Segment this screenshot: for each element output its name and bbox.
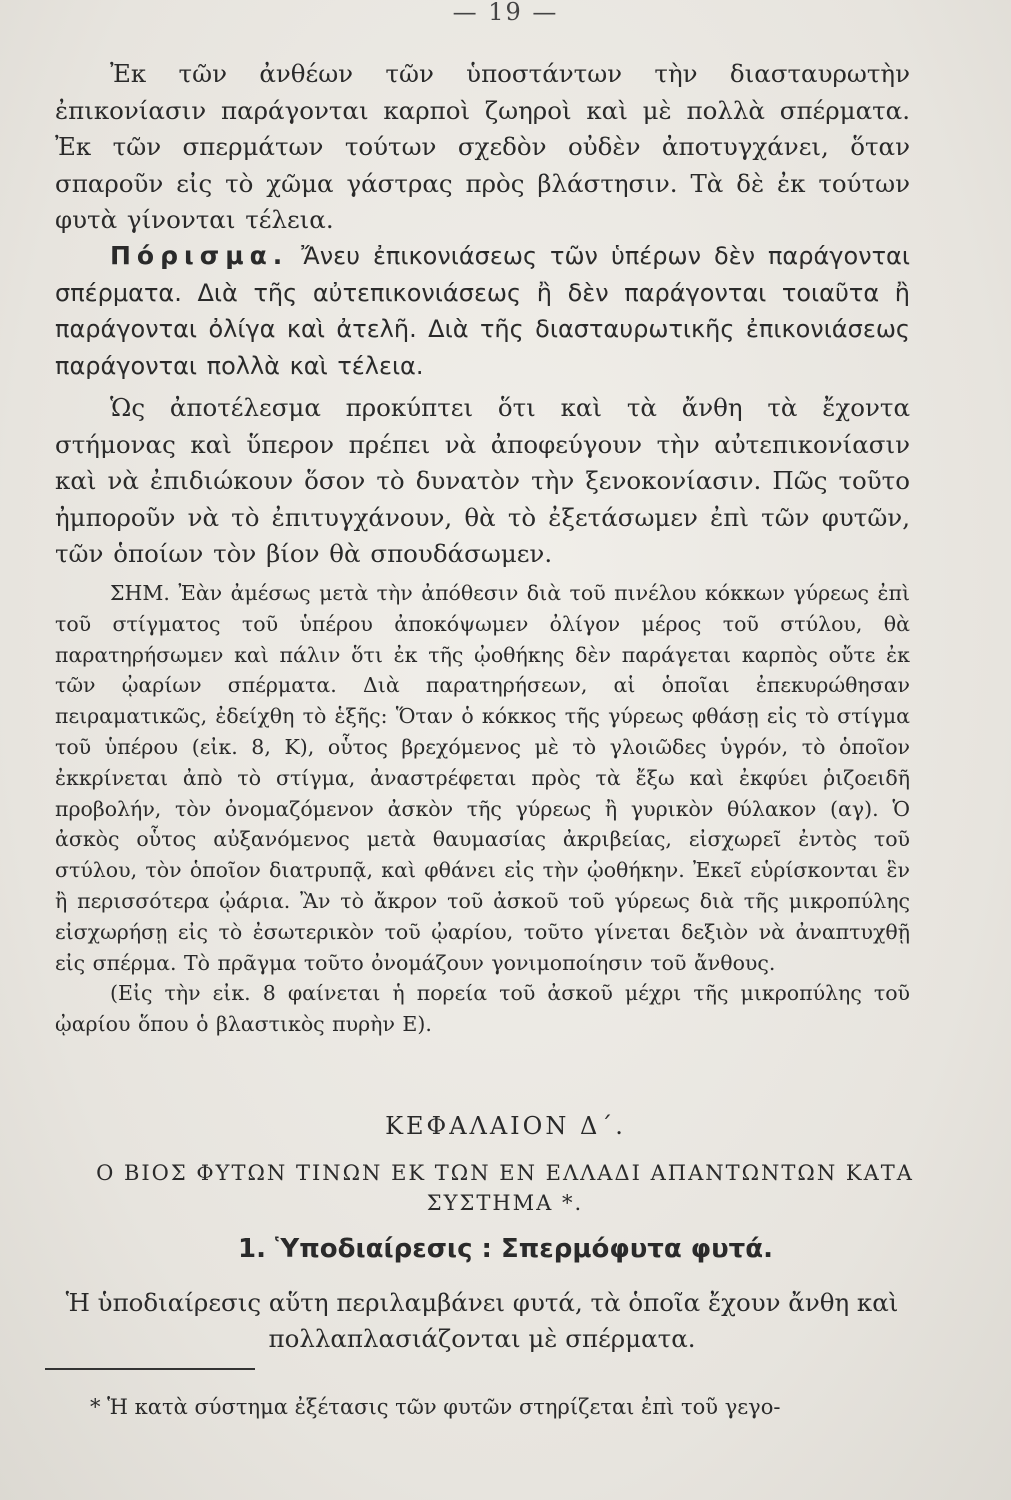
porisma-label: Πόρισμα.	[110, 241, 289, 270]
paragraph-result	[55, 390, 910, 573]
section-heading: 1. Ὑποδιαίρεσις : Σπερμόφυτα φυτά.	[237, 1234, 774, 1264]
paragraph-cross-pollination	[55, 56, 910, 239]
porisma-text: Ἄνευ ἐπικονιάσεως τῶν ὑπέρων δὲν παράγονται σπέρματα. Διὰ τῆς αὐτεπικονιάσεως ἢ δὲν παράγονται τοιαῦτα ἢ παράγονται ὀλίγα καὶ ἀτελῆ. Διὰ τῆς διασταυρωτικῆς ἐπικονιάσεως παράγονται πολλὰ καὶ τέλεια.	[55, 242, 910, 380]
footnote: * Ἡ κατὰ σύστημα ἐξέτασις τῶν φυτῶν στηρίζεται ἐπὶ τοῦ γεγο-	[90, 1395, 781, 1419]
paragraph-text: Ἐκ τῶν ἀνθέων τῶν ὑποστάντων τὴν διασταυρωτὴν ἐπικονίασιν παράγονται καρποὶ ζωηροὶ καὶ μὲ πολλὰ σπέρματα. Ἐκ τῶν σπερμάτων τούτων σχεδὸν οὐδὲν ἀποτυγχάνει, ὅταν σπαροῦν εἰς τὸ χῶμα γάστρας πρὸς βλάστησιν. Τὰ δὲ ἐκ τούτων φυτὰ γίνονται τέλεια.	[55, 59, 910, 234]
note-paragraph-figure: (Εἰς τὴν εἰκ. 8 φαίνεται ἡ πορεία τοῦ ἀσκοῦ μέχρι τῆς μικροπύλης τοῦ ᾠαρίου ὅπου ὁ βλαστικὸς πυρὴν Ε).	[55, 981, 910, 1037]
chapter-subtitle: Ο ΒΙΟΣ ΦΥΤΩΝ ΤΙΝΩΝ ΕΚ ΤΩΝ ΕΝ ΕΛΛΑΔΙ ΑΠΑΝΤΩΝΤΩΝ ΚΑΤΑ ΣΥΣΤΗΜΑ *.	[96, 1161, 914, 1215]
footnote-divider	[45, 1368, 255, 1370]
porisma-paragraph	[55, 238, 910, 384]
chapter-title: ΚΕΦΑΛΑΙΟΝ Δ΄.	[385, 1112, 626, 1140]
note-block	[55, 578, 910, 1040]
note-paragraph: ΣΗΜ. Ἐὰν ἀμέσως μετὰ τὴν ἀπόθεσιν διὰ τοῦ πινέλου κόκκων γύρεως ἐπὶ τοῦ στίγματος τοῦ ὑπέρου ἀποκόψωμεν ὀλίγον μέρος τοῦ στύλου, θὰ παρατηρήσωμεν καὶ πάλιν ὅτι ἐκ τῆς ᾠοθήκης δὲν παράγεται καρπὸς οὔτε ἐκ τῶν ᾠαρίων σπέρματα. Διὰ παρατηρήσεων, αἱ ὁποῖαι ἐπεκυρώθησαν πειραματικῶς, ἐδείχθη τὸ ἑξῆς: Ὅταν ὁ κόκκος τῆς γύρεως φθάσῃ εἰς τὸ στίγμα τοῦ ὑπέρου (εἰκ. 8, Κ), οὗτος βρεχόμενος μὲ τὸ γλοιῶδες ὑγρόν, τὸ ὁποῖον ἐκκρίνεται ἀπὸ τὸ στίγμα, ἀναστρέφεται πρὸς τὰ ἔξω καὶ ἐκφύει ῥιζοειδῆ προβολήν, τὸν ὀνομαζόμενον ἀσκὸν τῆς γύρεως ἢ γυρικὸν θύλακον (αγ). Ὁ ἀσκὸς οὗτος αὐξανόμενος μετὰ θαυμασίας ἀκριβείας, εἰσχωρεῖ ἐντὸς τοῦ στύλου, τὸν ὁποῖον διατρυπᾷ, καὶ φθάνει εἰς τὴν ᾠοθήκην. Ἐκεῖ εὑρίσκονται ἓν ἢ περισσότερα ᾠάρια. Ἂν τὸ ἄκρον τοῦ ἀσκοῦ τοῦ γύρεως διὰ τῆς μικροπύλης εἰσχωρήσῃ εἰς τὸ ἐσωτερικὸν τοῦ ᾠαρίου, τοῦτο γίνεται δεξιὸν νὰ ἀναπτυχθῇ εἰς σπέρμα. Τὸ πρᾶγμα τοῦτο ὀνομάζουν γονιμοποίησιν τοῦ ἄνθους.	[55, 581, 910, 975]
page-number: — 19 —	[452, 0, 559, 26]
paragraph-text: Ὡς ἀποτέλεσμα προκύπτει ὅτι καὶ τὰ ἄνθη τὰ ἔχοντα στήμονας καὶ ὕπερον πρέπει νὰ ἀποφεύγουν τὴν αὐτεπικονίασιν καὶ νὰ ἐπιδιώκουν ὅσον τὸ δυνατὸν τὴν ξενοκονίασιν. Πῶς τοῦτο ἠμποροῦν νὰ τὸ ἐπιτυγχάνουν, θὰ τὸ ἐξετάσωμεν ἐπὶ τῶν φυτῶν, τῶν ὁποίων τὸν βίον θὰ σπουδάσωμεν.	[55, 393, 910, 568]
paragraph-porisma	[55, 238, 910, 384]
section-text: Ἡ ὑποδιαίρεσις αὕτη περιλαμβάνει φυτά, τὰ ὁποῖα ἔχουν ἄνθη καὶ πολλαπλασιάζονται μὲ σπέρματα.	[65, 1288, 899, 1353]
